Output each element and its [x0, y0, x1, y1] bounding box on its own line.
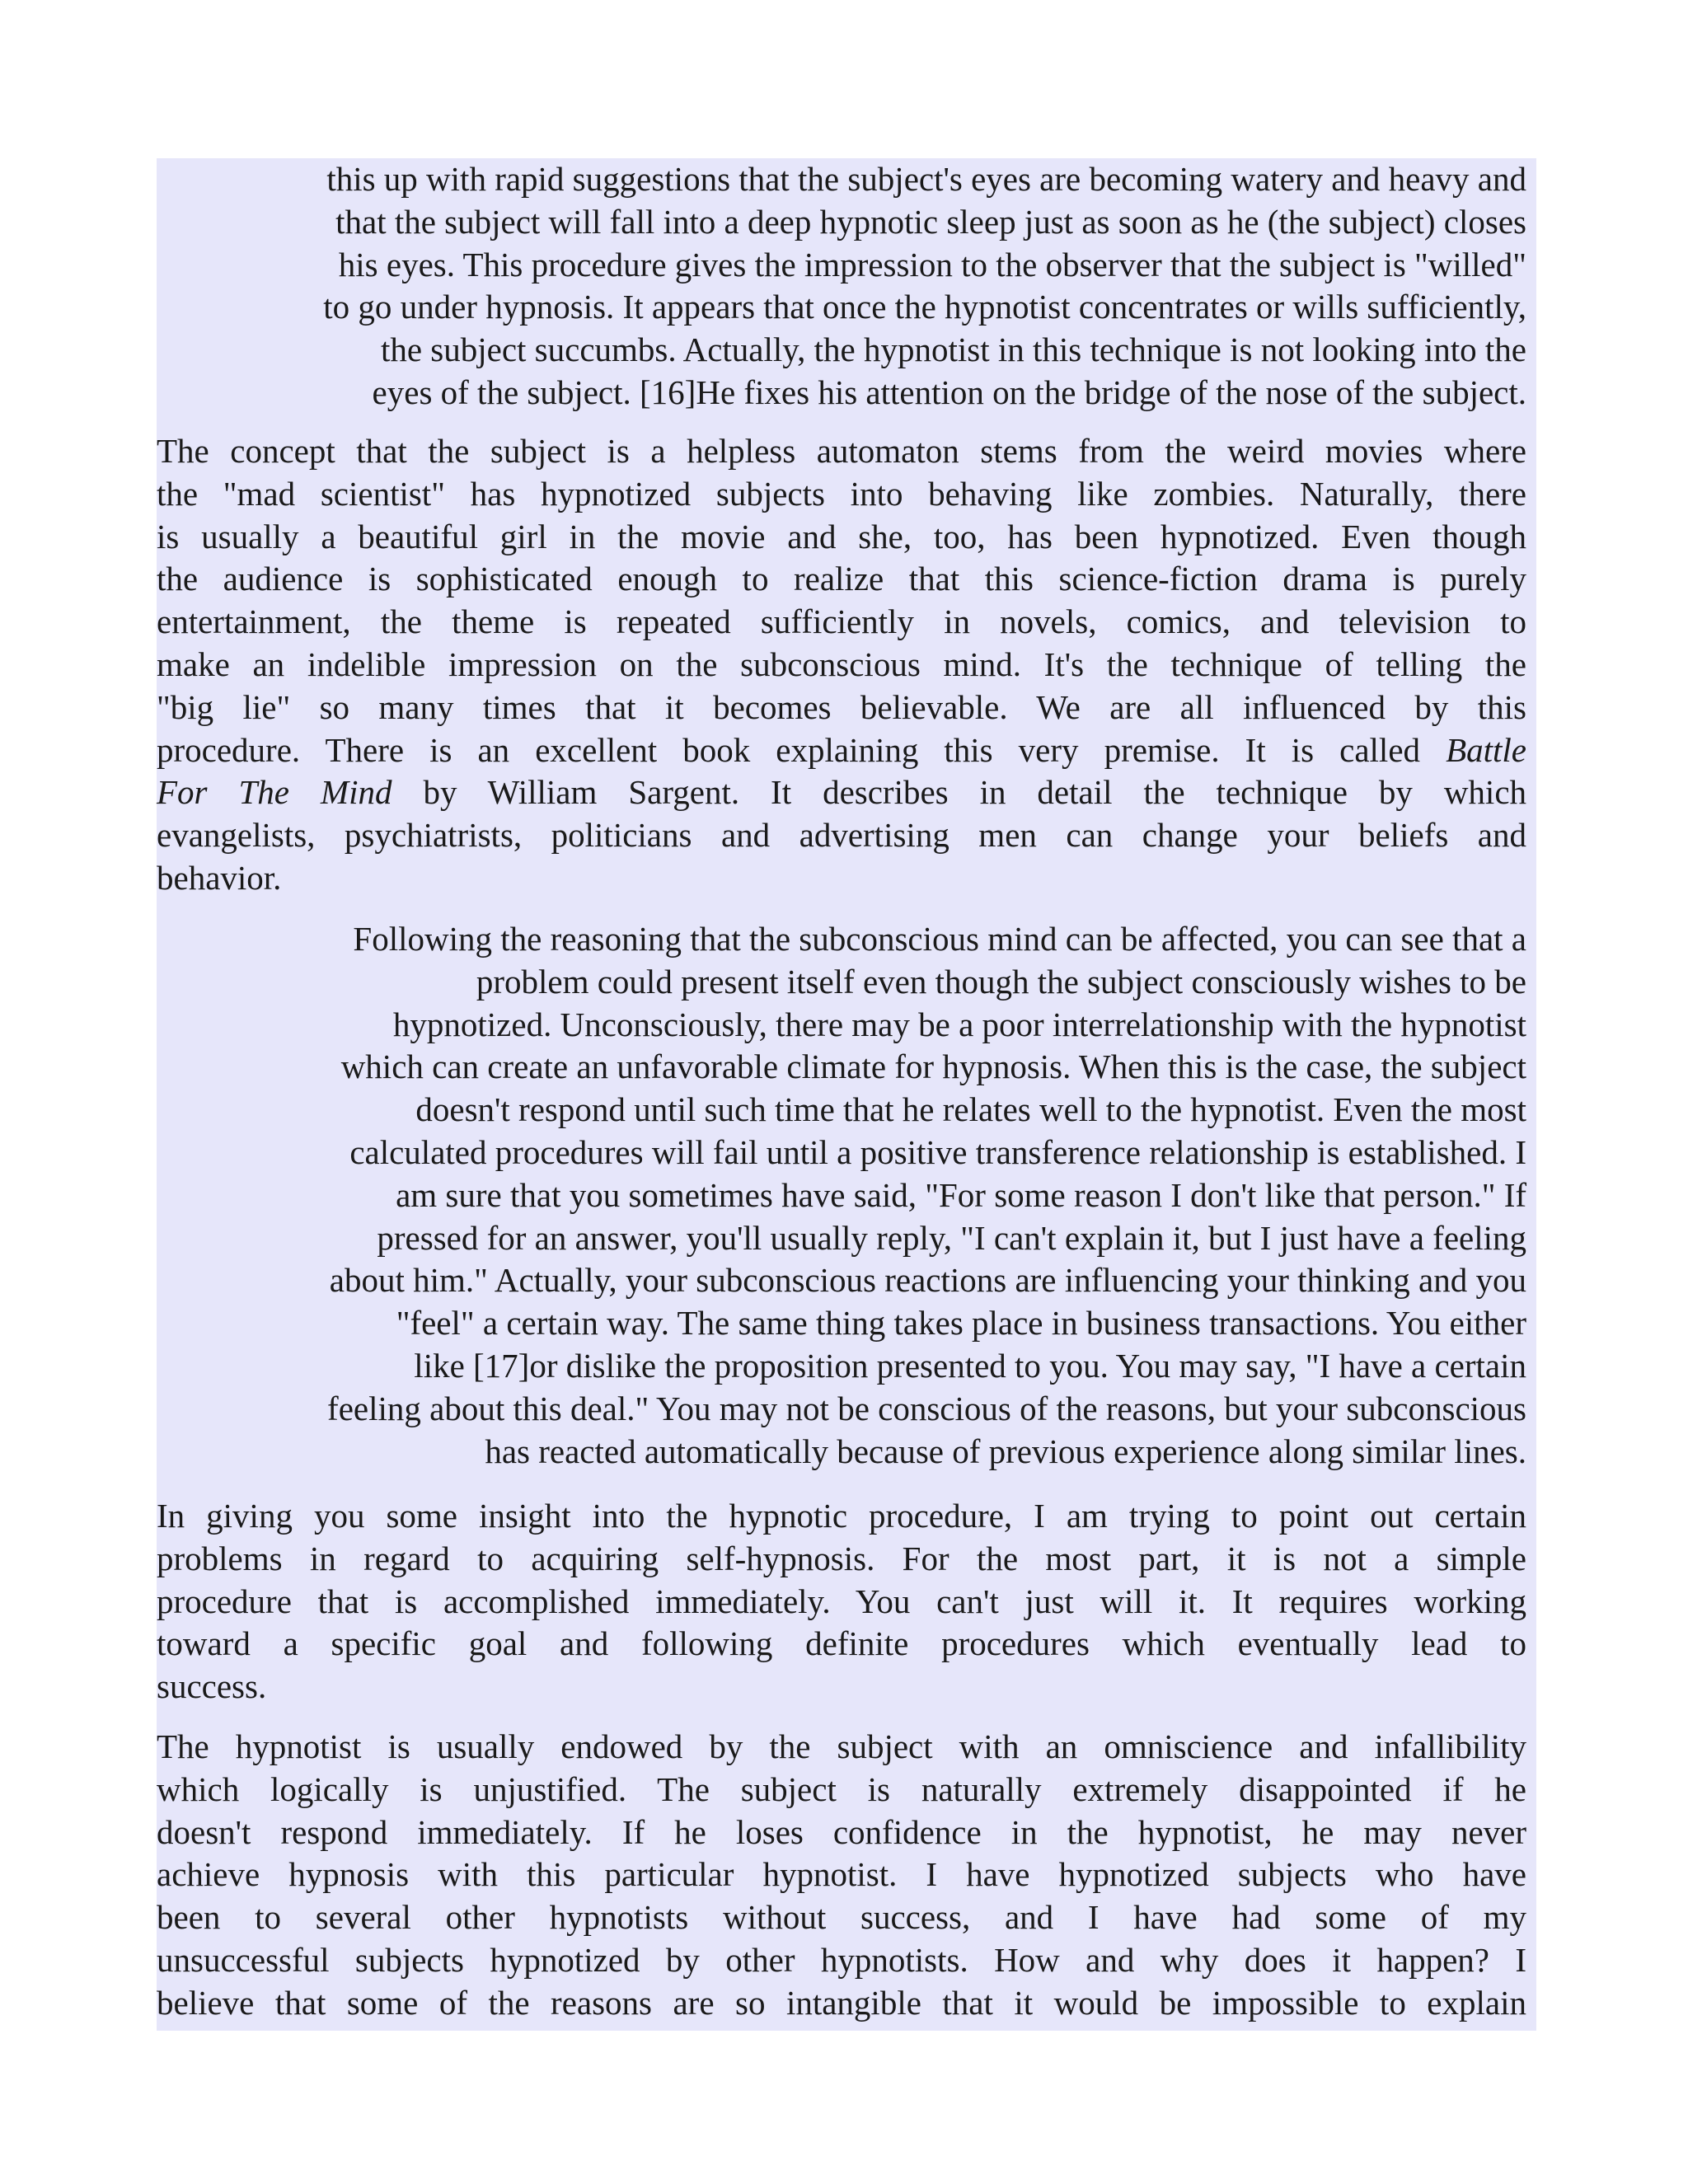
paragraph-2	[157, 430, 1526, 900]
text-line-with-title	[157, 771, 1526, 814]
text-line: problem could present itself even though the subject consciously wishes to be	[476, 962, 1526, 1001]
text-line-with-title	[157, 729, 1526, 772]
text-line: about him." Actually, your subconscious reactions are influencing your thinking and you	[329, 1261, 1526, 1300]
text-line: Following the reasoning that the subconscious mind can be affected, you can see that a	[353, 920, 1526, 958]
text-line: hypnotized. Unconsciously, there may be a poor interrelationship with the hypnotist	[392, 1005, 1526, 1043]
text-line: been to several other hypnotists without success, and I have had some of my	[157, 1898, 1526, 1937]
text-line: the subject succumbs. Actually, the hypnotist in this technique is not looking into the	[380, 330, 1526, 369]
paragraph-3	[157, 918, 1526, 1473]
text-line: that the subject will fall into a deep hypnotic sleep just as soon as he (the subject) closes	[335, 202, 1526, 241]
text-line: success.	[157, 1667, 267, 1706]
line-text: procedure. There is an excellent book explaining this very premise. It is called	[157, 730, 1421, 769]
paragraph-4	[157, 1495, 1526, 1708]
text-line: which can create an unfavorable climate for hypnosis. When this is the case, the subject	[340, 1047, 1526, 1086]
text-line: pressed for an answer, you'll usually reply, "I can't explain it, but I just have a feeling	[377, 1218, 1526, 1257]
book-title-part-1: Battle	[1446, 730, 1526, 769]
book-title-part-2: For The Mind	[157, 773, 392, 812]
text-block	[157, 158, 1536, 2031]
text-line: the "mad scientist" has hypnotized subjects into behaving like zombies. Naturally, there	[157, 474, 1526, 513]
text-line: The concept that the subject is a helpless automaton stems from the weird movies where	[157, 432, 1526, 470]
text-line: make an indelible impression on the subconscious mind. It's the technique of telling the	[157, 644, 1526, 683]
text-line: The hypnotist is usually endowed by the subject with an omniscience and infallibility	[157, 1727, 1526, 1765]
text-line: procedure that is accomplished immediately. You can't just will it. It requires working	[157, 1582, 1526, 1620]
text-line: is usually a beautiful girl in the movie and she, too, has been hypnotized. Even though	[157, 517, 1526, 555]
text-line: problems in regard to acquiring self-hypnosis. For the most part, it is not a simple	[157, 1539, 1526, 1577]
text-line: behavior.	[157, 858, 282, 897]
text-line: has reacted automatically because of previous experience along similar lines.	[485, 1432, 1526, 1470]
text-line: calculated procedures will fail until a positive transference relationship is established. I	[349, 1132, 1526, 1171]
text-line: feeling about this deal." You may not be conscious of the reasons, but your subconscious	[327, 1389, 1526, 1427]
text-line: his eyes. This procedure gives the impression to the observer that the subject is "willed"	[338, 245, 1526, 284]
text-line: "big lie" so many times that it becomes believable. We are all influenced by this	[157, 687, 1526, 726]
text-line: evangelists, psychiatrists, politicians and advertising men can change your beliefs and	[157, 816, 1526, 855]
text-line: unsuccessful subjects hypnotized by other hypnotists. How and why does it happen? I	[157, 1940, 1526, 1979]
line-text: by William Sargent. It describes in detail the technique by which	[423, 773, 1527, 812]
text-line: like [17]or dislike the proposition presented to you. You may say, "I have a certain	[414, 1346, 1526, 1385]
paragraph-1	[157, 158, 1526, 415]
text-line: to go under hypnosis. It appears that once the hypnotist concentrates or wills sufficiently,	[323, 288, 1526, 326]
text-line: which logically is unjustified. The subject is naturally extremely disappointed if he	[157, 1769, 1526, 1808]
text-line: achieve hypnosis with this particular hypnotist. I have hypnotized subjects who have	[157, 1855, 1526, 1894]
text-line: am sure that you sometimes have said, "For some reason I don't like that person." If	[396, 1175, 1526, 1214]
text-line: doesn't respond immediately. If he loses confidence in the hypnotist, he may never	[157, 1812, 1526, 1851]
text-line: doesn't respond until such time that he relates well to the hypnotist. Even the most	[415, 1090, 1526, 1129]
text-line: eyes of the subject. [16]He fixes his attention on the bridge of the nose of the subject.	[372, 373, 1526, 411]
text-line: "feel" a certain way. The same thing takes place in business transactions. You either	[396, 1304, 1526, 1343]
text-line: In giving you some insight into the hypnotic procedure, I am trying to point out certain	[157, 1497, 1526, 1535]
text-line: toward a specific goal and following definite procedures which eventually lead to	[157, 1624, 1526, 1663]
text-line: the audience is sophisticated enough to realize that this science-fiction drama is purely	[157, 560, 1526, 598]
text-line: believe that some of the reasons are so intangible that it would be impossible to explain	[157, 1983, 1526, 2022]
text-line: entertainment, the theme is repeated sufficiently in novels, comics, and television to	[157, 602, 1526, 641]
paragraph-5	[157, 1726, 1526, 2025]
text-line: this up with rapid suggestions that the subject's eyes are becoming watery and heavy and	[326, 160, 1526, 198]
